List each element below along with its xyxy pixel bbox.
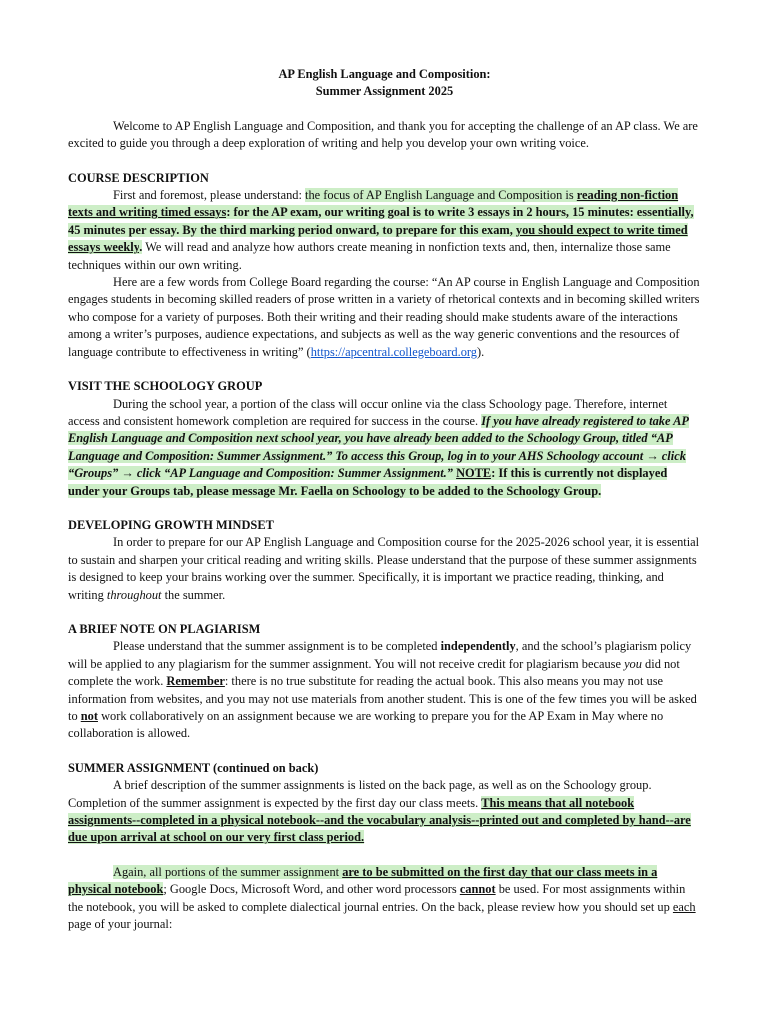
plagiarism-remember: Remember [166,674,225,689]
summer-text-a: A brief description of the summer assignments is listed on the back page, as well as on the Schoology group. Completion of the summer assignment is expected by the first day our class meets. [68,778,652,810]
college-board-quote: Here are a few words from College Board regarding the course: “An AP course in English Language and Composition engages students in becoming skilled readers of prose written in a variety of rhetorical contexts and in becoming skilled writers who compose for a variety of purposes. Both their writing and their reading should make students aware of the interactions among a writer’s purposes, audience expectations, and subjects as well as the way generic conventions and the resources of language contribute to effectiveness in writing” ( [68,275,700,359]
schoology-note-label: NOTE [456,466,492,481]
summer-highlight-again: Again, all portions of the summer assignment [113,864,343,879]
mindset-text: In order to prepare for our AP English Language and Composition course for the 2025-2026 school year, it is essential to sustain and sharpen your critical reading and writing skills. Please understand that the purpose of these summer assignments is designed to keep your brains working over the summer. Specifically, it is important we practice reading, thinking, and writing [68,535,700,602]
course-text: First and foremost, please understand: [113,188,306,203]
summer-highlight-submitted: are to be submitted on the first day that our class meets in a physical notebook [68,864,658,897]
course-description-heading: COURSE DESCRIPTION [68,170,209,185]
apcentral-link[interactable]: https://apcentral.collegeboard.org [310,344,477,359]
schoology-heading: VISIT THE SCHOOLOGY GROUP [68,379,263,394]
mindset-italic: throughout [106,587,162,602]
summer-text-e: be used. For most assignments within the notebook, you will be asked to complete dialectical journal entries. On the back, please review how you should set up [68,882,686,914]
summer-highlight-notebook: This means that all notebook assignments--completed in a physical notebook--and the vocabulary analysis--printed out and completed by hand--are due upon arrival at school on our very first class period. [68,795,691,845]
plagiarism-not: not [80,709,98,723]
course-highlight-period: . [139,240,143,255]
summer-each: each [672,899,696,914]
summer-cannot: cannot [459,882,496,897]
paragraph-gap [68,847,701,864]
schoology-highlight-note: : If this is currently not displayed under your Groups tab, please message Mr. Faella on Schoology to be added to the Schoology Group. [68,466,668,498]
summer-text-g: page of your journal: [68,917,173,932]
plagiarism-heading: A BRIEF NOTE ON PLAGIARISM [68,621,261,636]
plagiarism-text-a: Please understand that the summer assignment is to be completed [113,639,441,654]
course-highlight-exam-goal: : for the AP exam, our writing goal is to write 3 essays in 2 hours, 15 minutes: essentially, 45 minutes per essay. By the third marking period onward, to prepare for this exam, [68,205,694,237]
doc-title-line-1: AP English Language and Composition: [278,67,491,81]
plagiarism-text-e: did not complete the work. [68,656,680,689]
plagiarism-text-i: work collaboratively on an assignment because we are working to prepare you for the AP Exam in May where no collaboration is allowed. [68,709,664,741]
course-description-paragraph-1 [68,187,701,274]
plagiarism-text-c: , and the school’s plagiarism policy will be applied to any plagiarism for the summer assignment. You will not receive credit for plagiarism because [68,639,692,671]
course-highlight-reading-writing: reading non-fiction texts and writing timed essays [68,188,679,220]
schoology-text: During the school year, a portion of the class will occur online via the class Schoology page. Therefore, internet access and consistent homework completion are required for success in the course. [68,396,668,428]
intro-paragraph: Welcome to AP English Language and Composition, and thank you for accepting the challenge of an AP class. We are excited to guide you through a deep exploration of writing and help you develop your own writing voice. [68,118,698,151]
mindset-text-end: the summer. [161,587,226,602]
quote-close: ). [477,344,485,359]
growth-mindset-paragraph [68,534,701,604]
summer-assignment-heading: SUMMER ASSIGNMENT (continued on back) [68,760,319,775]
summer-assignment-paragraph-2 [68,864,701,934]
summer-text-c: ; Google Docs, Microsoft Word, and other word processors [163,882,460,897]
plagiarism-paragraph [68,638,701,742]
doc-title-line-2: Summer Assignment 2025 [315,84,454,99]
growth-mindset-heading: DEVELOPING GROWTH MINDSET [68,517,274,532]
schoology-highlight-instructions: If you have already registered to take AP English Language and Composition next school year, you have already been added to the Schoology Group, titled “AP Language and Composition: Summer Assignment.” To access this Group, log in to your AHS Schoology account → click “Groups” → click “AP Language and Composition: Summer Assignment.” [68,413,689,481]
course-text-rest: We will read and analyze how authors create meaning in nonfiction texts and, then, internalize those same techniques within our own writing. [68,240,671,272]
plagiarism-italic-you: you [624,656,642,671]
course-highlight-weekly: you should expect to write timed essays weekly [68,222,688,255]
schoology-paragraph [68,396,701,500]
plagiarism-bold-independently: independently [440,639,516,654]
course-highlight-focus: the focus of AP English Language and Composition is [305,188,577,203]
course-description-paragraph-2 [68,274,701,361]
plagiarism-text-g: : there is no true substitute for reading the actual book. This also means you may not use information from websites, and you may not use materials from another student. This is one of the few times you will be asked to [68,674,697,723]
summer-assignment-paragraph-1 [68,777,701,847]
